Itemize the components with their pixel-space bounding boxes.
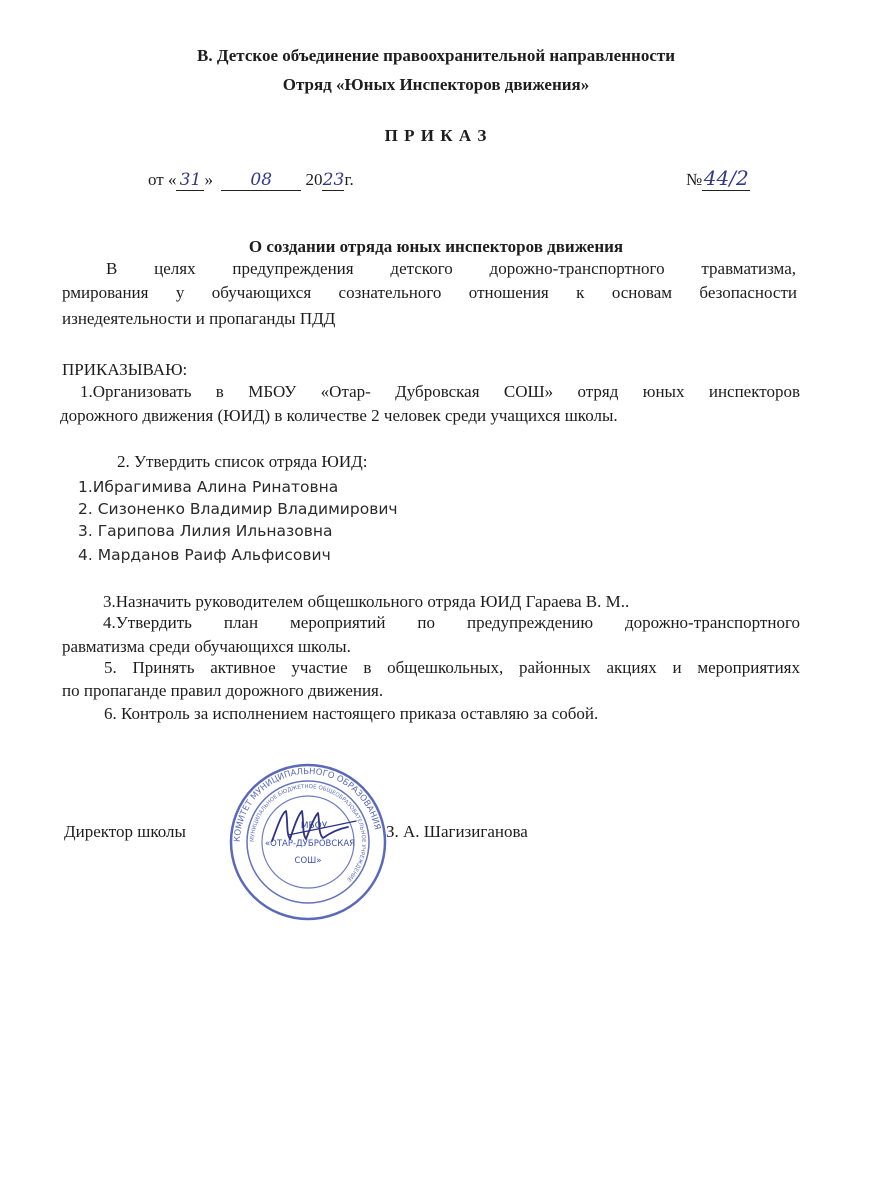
- number-sign: №: [686, 170, 703, 189]
- order-date: [148, 170, 354, 191]
- date-year-prefix: 20: [305, 170, 323, 189]
- date-day: 31: [179, 170, 202, 190]
- order-number: [686, 166, 750, 191]
- order-subject: О создании отряда юных инспекторов движения: [248, 237, 624, 256]
- seal-center-line-3: СОШ»: [294, 856, 322, 866]
- date-month-field: [221, 170, 301, 191]
- date-year-field: [322, 170, 344, 191]
- unit-name: Отряд «Юных Инспекторов движения»: [282, 75, 590, 94]
- member-1: 1.Ибрагимива Алина Ринатовна: [78, 478, 339, 496]
- seal-center-line-2: «ОТАР-ДУБРОВСКАЯ: [264, 839, 356, 849]
- seal-ring-text-inner: МУНИЦИПАЛЬНОЕ БЮДЖЕТНОЕ ОБЩЕОБРАЗОВАТЕЛЬНОЕ УЧРЕЖДЕНИЕ: [249, 783, 367, 883]
- director-signature: [268, 805, 363, 845]
- item-3: 3.Назначить руководителем общешкольного отряда ЮИД Гараева В. М..: [103, 592, 630, 611]
- member-4: 4. Марданов Раиф Альфисович: [78, 546, 331, 564]
- seal-center-line-1: МБОУ: [300, 821, 328, 831]
- date-day-field: [176, 170, 204, 191]
- date-suffix: г.: [344, 170, 354, 189]
- item-6: 6. Контроль за исполнением настоящего приказа оставляю за собой.: [104, 704, 599, 723]
- organization-name: В. Детское объединение правоохранительной направленности: [196, 46, 676, 65]
- preamble-line-2: рмирования у обучающихся сознательного отношения к основам безопасности: [62, 283, 797, 302]
- item-4-line-2: равматизма среди обучающихся школы.: [62, 637, 351, 656]
- item-5-line-1: 5. Принять активное участие в общешкольных, районных акциях и мероприятиях: [104, 658, 800, 677]
- item-5-line-2: по пропаганде правил дорожного движения.: [62, 681, 384, 700]
- number-value: 44/2: [703, 166, 749, 190]
- member-2: 2. Сизоненко Владимир Владимирович: [78, 500, 398, 518]
- date-mid: »: [204, 170, 213, 189]
- item-1-line-1: 1.Организовать в МБОУ «Отар- Дубровская СОШ» отряд юных инспекторов: [80, 382, 800, 401]
- number-field: [702, 166, 750, 191]
- member-3: 3. Гарипова Лилия Ильназовна: [78, 522, 333, 540]
- signature-position: Директор школы: [64, 822, 186, 841]
- preamble-line-1: В целях предупреждения детского дорожно-транспортного травматизма,: [106, 259, 796, 278]
- order-title: П Р И К А З: [384, 126, 488, 145]
- date-year-suffix: 23: [322, 170, 345, 190]
- date-month: 08: [250, 170, 273, 190]
- preamble-line-3: изнедеятельности и пропаганды ПДД: [62, 309, 336, 328]
- date-prefix: от «: [148, 170, 177, 189]
- signature-name: З. А. Шагизиганова: [386, 822, 528, 841]
- item-1-line-2: дорожного движения (ЮИД) в количестве 2 человек среди учащихся школы.: [60, 406, 618, 425]
- seal-ring-text-outer: КОМИТЕТ МУНИЦИПАЛЬНОГО ОБРАЗОВАНИЯ: [232, 766, 382, 843]
- item-2: 2. Утвердить список отряда ЮИД:: [117, 452, 368, 471]
- orders-word: ПРИКАЗЫВАЮ:: [62, 360, 188, 379]
- item-4-line-1: 4.Утвердить план мероприятий по предупреждению дорожно-транспортного: [103, 613, 800, 632]
